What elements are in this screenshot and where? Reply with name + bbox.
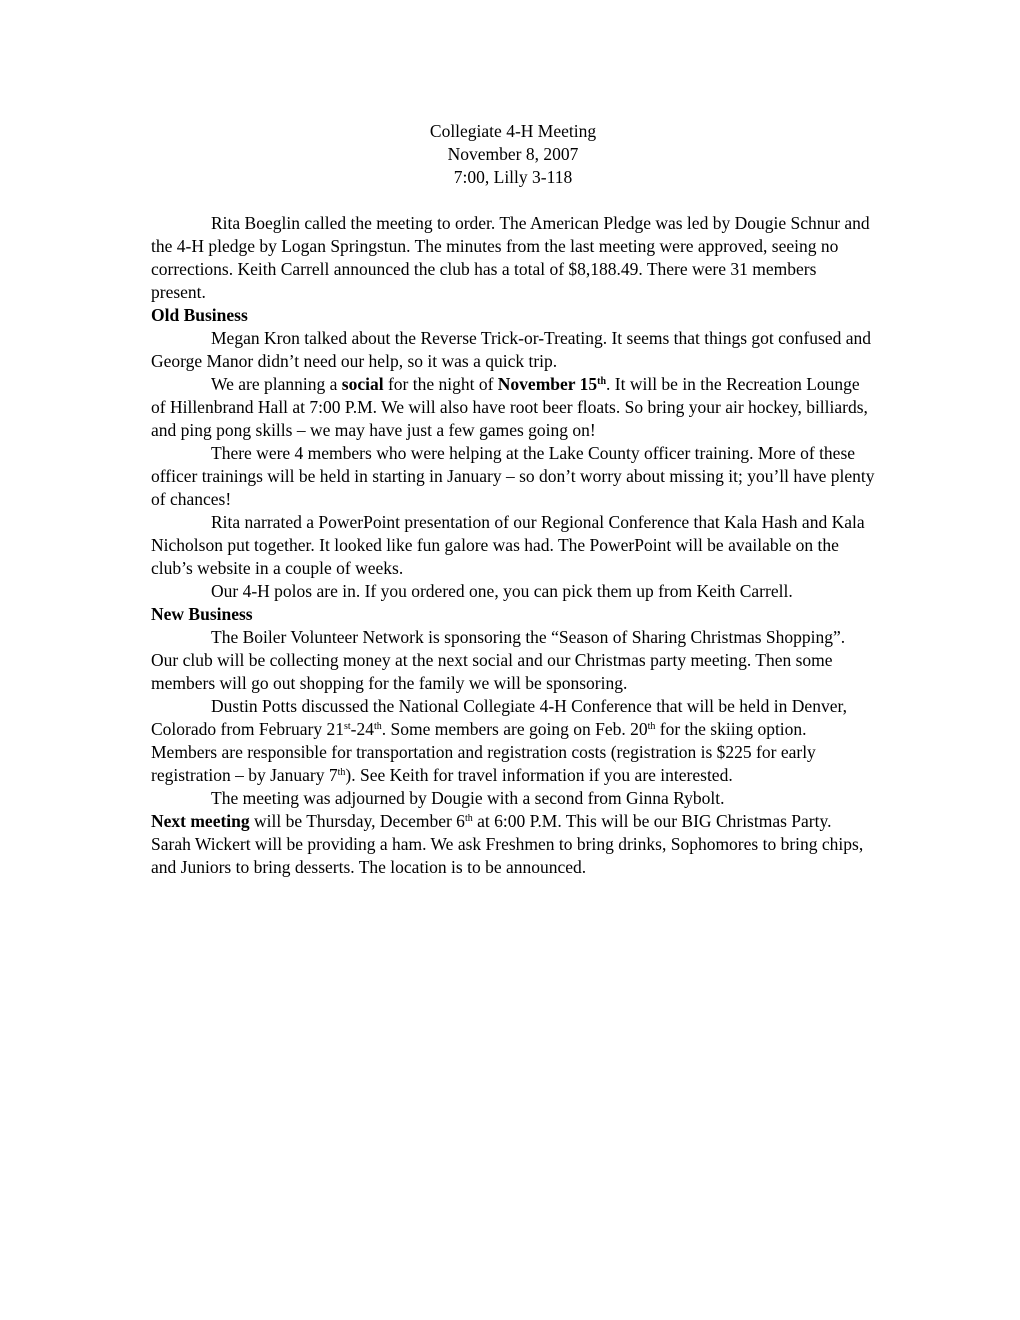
- social-paragraph: [151, 373, 875, 442]
- social-bold-1: social: [341, 374, 384, 394]
- conference-text-3: . Some members are going on Feb. 20: [381, 719, 648, 739]
- conference-sup-4: th: [337, 767, 346, 778]
- social-bold-2: [498, 374, 606, 394]
- next-meeting-paragraph: [151, 810, 875, 879]
- powerpoint-paragraph: Rita narrated a PowerPoint presentation of our Regional Conference that Kala Hash and Kala Nicholson put together. It looked like fun galore was had. The PowerPoint will be available on the club’s website in a couple of weeks.: [151, 512, 865, 578]
- trick-or-treat-paragraph: Megan Kron talked about the Reverse Trick-or-Treating. It seems that things got confused and George Manor didn’t need our help, so it was a quick trip.: [151, 328, 871, 371]
- old-business-heading: Old Business: [151, 305, 248, 325]
- meeting-date: November 8, 2007: [447, 144, 579, 164]
- document-title: Collegiate 4-H Meeting: [429, 121, 597, 141]
- opening-paragraph: Rita Boeglin called the meeting to order. The American Pledge was led by Dougie Schnur and the 4-H pledge by Logan Springstun. The minutes from the last meeting were approved, seeing no corrections. Keith Carrell announced the club has a total of $8,188.49. There were 31 members present.: [151, 213, 870, 302]
- meeting-time-place: 7:00, Lilly 3-118: [453, 167, 573, 187]
- conference-text-1: Dustin Potts discussed the National Collegiate 4-H Conference that will be held in Denver, Colorado from February 21: [151, 696, 847, 739]
- document-page: [151, 120, 875, 879]
- social-date: November 15: [497, 374, 598, 394]
- document-header: [151, 120, 875, 189]
- polos-paragraph: Our 4-H polos are in. If you ordered one, you can pick them up from Keith Carrell.: [211, 581, 793, 601]
- conference-sup-2: th: [373, 721, 382, 732]
- social-text-3: . It will be in the Recreation Lounge of Hillenbrand Hall at 7:00 P.M. We will also have root beer floats. So bring your air hockey, billiards, and ping pong skills – we may have just a few games going on!: [151, 374, 868, 440]
- boiler-paragraph: The Boiler Volunteer Network is sponsoring the “Season of Sharing Christmas Shopping”. Our club will be collecting money at the next social and our Christmas party meeting. Then some members will go out shopping for the family we will be sponsoring.: [151, 627, 846, 693]
- social-date-suffix: th: [597, 376, 607, 387]
- conference-sup-1: st: [343, 721, 351, 732]
- next-meeting-text-1: will be Thursday, December 6: [249, 811, 465, 831]
- next-meeting-label: Next meeting: [151, 811, 250, 831]
- social-text-1: We are planning a: [211, 374, 342, 394]
- social-text-2: for the night of: [383, 374, 498, 394]
- new-business-heading: New Business: [151, 604, 253, 624]
- next-meeting-text-2: at 6:00 P.M. This will be our BIG Christmas Party. Sarah Wickert will be providing a ham. We ask Freshmen to bring drinks, Sophomores to bring chips, and Juniors to bring desserts. The location is to be announced.: [151, 811, 864, 877]
- officer-training-paragraph: There were 4 members who were helping at the Lake County officer training. More of these officer trainings will be held in starting in January – so don’t worry about missing it; you’ll have plenty of chances!: [151, 443, 875, 509]
- next-meeting-sup: th: [464, 813, 473, 824]
- conference-text-2: -24: [350, 719, 374, 739]
- conference-text-5: ). See Keith for travel information if you are interested.: [345, 765, 733, 785]
- conference-sup-3: th: [647, 721, 656, 732]
- adjourned-paragraph: The meeting was adjourned by Dougie with a second from Ginna Rybolt.: [211, 788, 725, 808]
- conference-text-4: for the skiing option. Members are responsible for transportation and registration costs (registration is $225 for early registration – by January 7: [151, 719, 816, 785]
- conference-paragraph: [151, 695, 875, 787]
